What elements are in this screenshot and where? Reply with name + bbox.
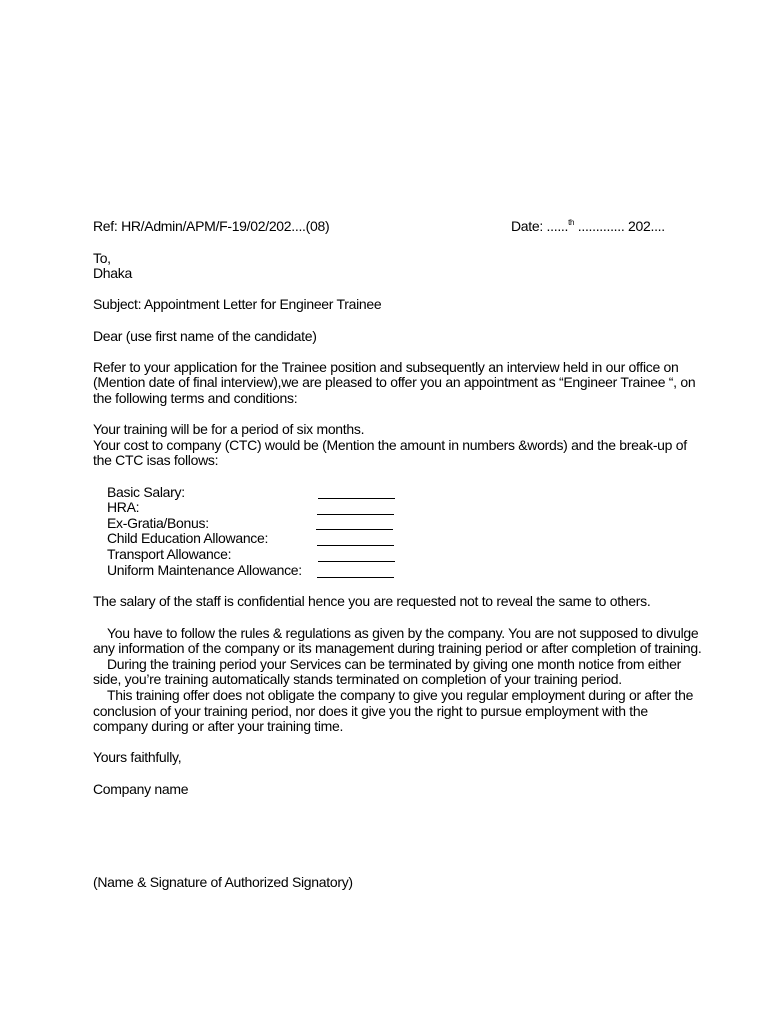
salutation: Dear (use first name of the candidate) — [93, 328, 317, 344]
confidential-note: The salary of the staff is confidential hence you are requested not to reveal the same to others. — [93, 593, 651, 609]
salary-blank — [318, 561, 395, 562]
rules-line: any information of the company or its management during training period or after completion of training. — [93, 640, 702, 656]
salary-blank — [317, 545, 394, 546]
rules-line: side, you’re training automatically stands terminated on completion of your training period. — [93, 671, 622, 687]
closing: Yours faithfully, — [93, 749, 182, 765]
terms-line: Your cost to company (CTC) would be (Mention the amount in numbers &words) and the break-up of — [93, 437, 687, 453]
date-suffix: ............. 202.... — [574, 218, 665, 234]
rules-line: conclusion of your training period, nor does it give you the right to pursue employment with the — [93, 703, 648, 719]
intro-line: (Mention date of final interview),we are pleased to offer you an appointment as “Engineer Trainee “, on — [93, 374, 696, 390]
terms-line: Your training will be for a period of six months. — [93, 421, 365, 437]
reference-number: Ref: HR/Admin/APM/F-19/02/202....(08) — [93, 218, 330, 234]
salary-item-label: Basic Salary: — [107, 484, 185, 500]
salary-blank — [317, 577, 394, 578]
salary-item-label: Child Education Allowance: — [107, 530, 269, 546]
company-name: Company name — [93, 781, 189, 797]
salary-item-label: HRA: — [107, 499, 140, 515]
terms-line: the CTC isas follows: — [93, 452, 219, 468]
date-line — [511, 218, 665, 234]
recipient-place: Dhaka — [93, 265, 132, 281]
intro-line: the following terms and conditions: — [93, 390, 298, 406]
rules-line: During the training period your Services can be terminated by giving one month notice from either — [107, 656, 682, 672]
rules-line: This training offer does not obligate the company to give you regular employment during or after the — [107, 687, 694, 703]
recipient-to: To, — [93, 250, 111, 266]
salary-item-label: Uniform Maintenance Allowance: — [107, 562, 302, 578]
date-superscript: th — [568, 218, 575, 227]
subject-line: Subject: Appointment Letter for Engineer Trainee — [93, 296, 382, 312]
signatory: (Name & Signature of Authorized Signatory) — [93, 874, 353, 890]
salary-item-label: Transport Allowance: — [107, 546, 232, 562]
date-prefix: Date: ...... — [511, 218, 569, 234]
salary-blank — [317, 514, 394, 515]
salary-blank — [316, 529, 393, 530]
rules-line: You have to follow the rules & regulations as given by the company. You are not supposed to divulge — [107, 625, 699, 641]
rules-line: company during or after your training time. — [93, 718, 344, 734]
intro-line: Refer to your application for the Trainee position and subsequently an interview held in our office on — [93, 359, 679, 375]
salary-item-label: Ex-Gratia/Bonus: — [107, 515, 209, 531]
salary-blank — [318, 498, 395, 499]
